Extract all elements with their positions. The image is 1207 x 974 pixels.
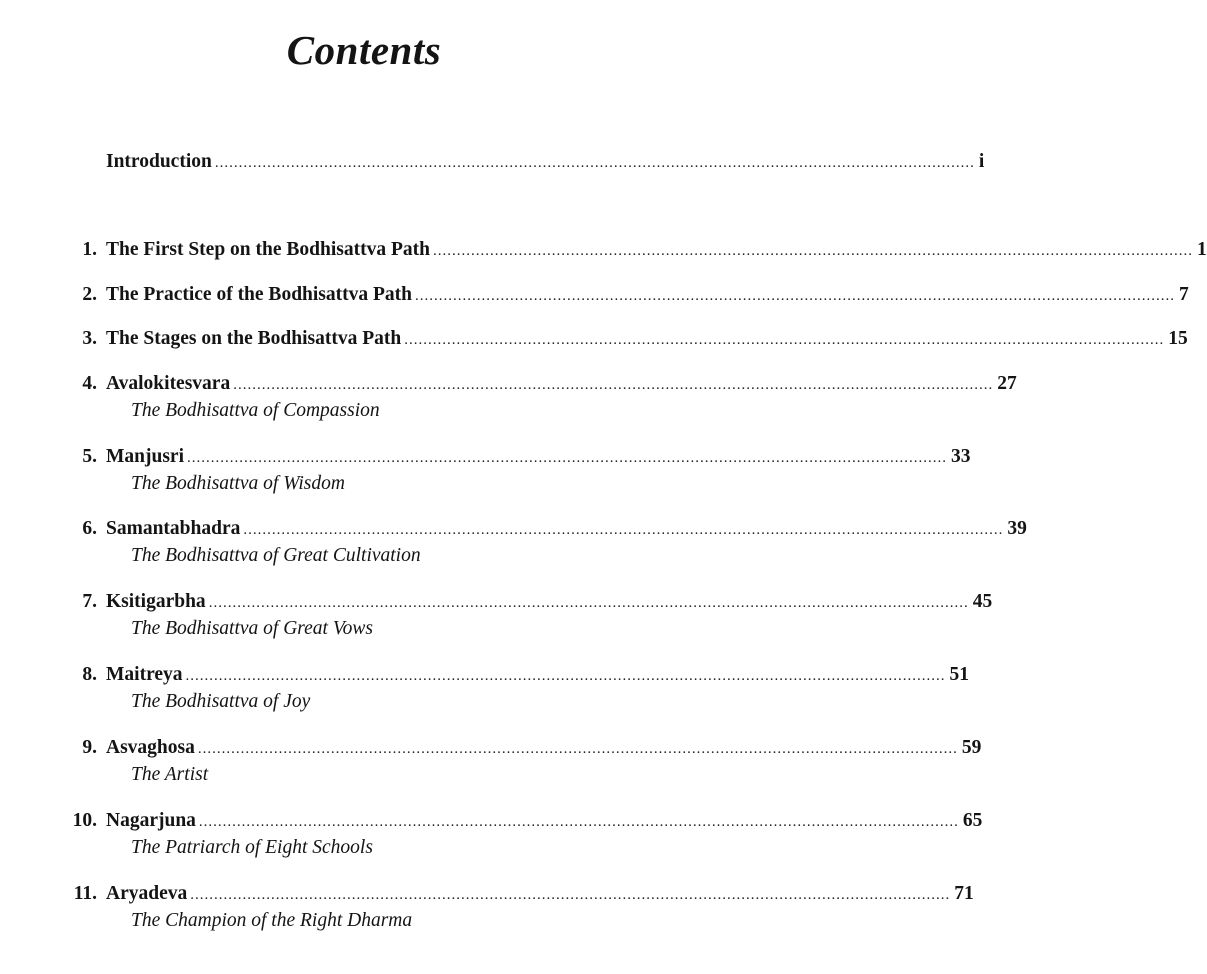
toc-entry-number: 4. <box>82 373 97 394</box>
toc-entry-title: Aryadeva <box>106 883 188 904</box>
dot-leader: ................................................................................................................................................................ <box>187 450 947 466</box>
toc-entry[interactable] <box>82 239 1207 260</box>
toc-entry-subtitle: The Bodhisattva of Great Cultivation <box>131 545 421 566</box>
toc-entry[interactable] <box>82 518 1027 539</box>
toc-entry[interactable] <box>82 328 1188 349</box>
toc-entry[interactable] <box>82 664 970 685</box>
dot-leader: ................................................................................................................................................................ <box>208 595 969 611</box>
toc-entry-title: Maitreya <box>106 664 183 685</box>
toc-entry[interactable] <box>82 737 982 758</box>
toc-entry[interactable] <box>73 883 974 904</box>
dot-leader: ................................................................................................................................................................ <box>185 668 946 684</box>
toc-entry-title: Nagarjuna <box>106 810 196 831</box>
toc-page-number: 1 <box>1196 239 1207 260</box>
page-title: Contents <box>286 27 442 73</box>
toc-page-number: 51 <box>949 664 970 685</box>
toc-entry-subtitle: The Bodhisattva of Joy <box>131 691 311 712</box>
toc-entry-title: Avalokitesvara <box>106 373 231 394</box>
toc-page-number: i <box>978 151 985 172</box>
toc-entry-number: 5. <box>82 446 97 467</box>
toc-page-number: 65 <box>962 810 983 831</box>
toc-entry-number: 3. <box>82 328 97 349</box>
dot-leader: ................................................................................................................................................................ <box>214 155 975 171</box>
toc-entry-title: The First Step on the Bodhisattva Path <box>106 239 430 260</box>
toc-entry-number: 1. <box>82 239 97 260</box>
toc-entry-title: Samantabhadra <box>106 518 241 539</box>
toc-entry-title: Manjusri <box>106 446 184 467</box>
toc-page-number: 71 <box>954 883 974 904</box>
dot-leader: ................................................................................................................................................................ <box>233 377 994 393</box>
toc-entry-number: 6. <box>82 518 97 539</box>
toc-entry-number: 9. <box>82 737 97 758</box>
dot-leader: ................................................................................................................................................................ <box>404 332 1165 348</box>
toc-entry-number: 2. <box>82 284 97 305</box>
toc-entry-title: The Practice of the Bodhisattva Path <box>106 284 413 305</box>
toc-page-number: 59 <box>961 737 982 758</box>
toc-entry-subtitle: The Patriarch of Eight Schools <box>131 837 373 858</box>
toc-entry-subtitle: The Artist <box>131 764 209 785</box>
toc-entry[interactable] <box>82 446 971 467</box>
toc-entry[interactable] <box>82 284 1189 305</box>
toc-entry[interactable] <box>82 373 1017 394</box>
toc-page-number: 33 <box>951 446 971 467</box>
toc-page-number: 39 <box>1007 518 1027 539</box>
toc-entry-title: The Stages on the Bodhisattva Path <box>106 328 402 349</box>
toc-entry-introduction[interactable] <box>106 151 985 172</box>
toc-page-number: 7 <box>1179 284 1189 305</box>
toc-entry-number: 8. <box>82 664 97 685</box>
toc-page-number: 27 <box>997 373 1017 394</box>
toc-entry-number: 7. <box>82 591 97 612</box>
toc-entry-title: Introduction <box>106 151 212 172</box>
dot-leader: ................................................................................................................................................................ <box>243 522 1004 538</box>
dot-leader: ................................................................................................................................................................ <box>197 741 958 757</box>
toc-entry-subtitle: The Bodhisattva of Compassion <box>131 400 380 421</box>
toc-entry[interactable] <box>72 810 983 831</box>
toc-entry[interactable] <box>82 591 993 612</box>
toc-entry-subtitle: The Bodhisattva of Wisdom <box>131 473 345 494</box>
toc-entry-title: Asvaghosa <box>106 737 195 758</box>
dot-leader: ................................................................................................................................................................ <box>190 887 951 903</box>
toc-entry-subtitle: The Bodhisattva of Great Vows <box>131 618 373 639</box>
toc-entry-subtitle: The Champion of the Right Dharma <box>131 910 413 931</box>
dot-leader: ................................................................................................................................................................ <box>432 243 1193 259</box>
toc-page-number: 15 <box>1168 328 1188 349</box>
toc-page-number: 45 <box>972 591 993 612</box>
dot-leader: ................................................................................................................................................................ <box>415 288 1176 304</box>
toc-entry-number: 10. <box>72 810 97 831</box>
dot-leader: ................................................................................................................................................................ <box>198 814 959 830</box>
toc-entry-number: 11. <box>73 883 97 904</box>
toc-entry-title: Ksitigarbha <box>106 591 206 612</box>
